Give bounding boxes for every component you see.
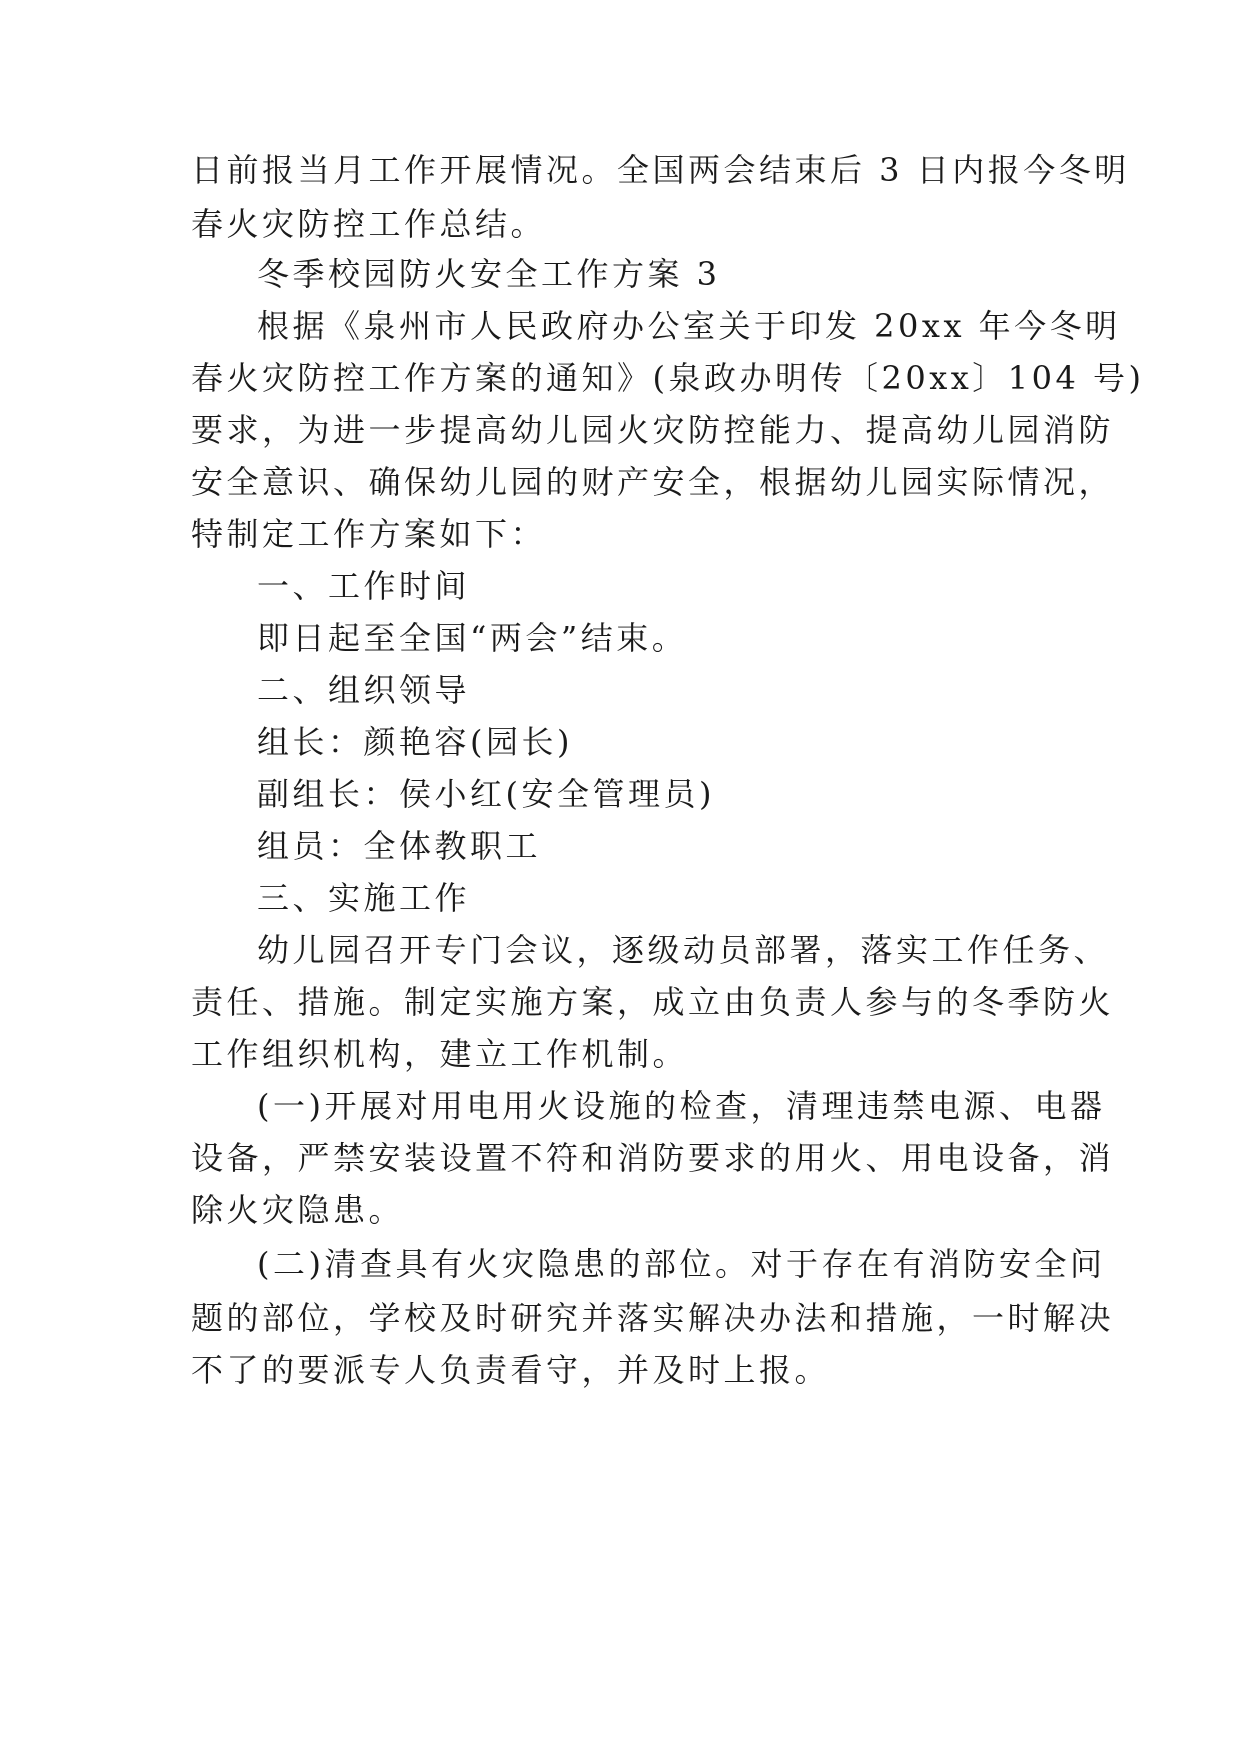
heading-organization: 二、组织领导 xyxy=(257,671,471,709)
text-line: 除火灾隐患。 xyxy=(191,1191,405,1229)
text-line: 工作组织机构，建立工作机制。 xyxy=(191,1035,689,1073)
text-line: 春火灾防控工作总结。 xyxy=(191,205,547,243)
text-line: (一)开展对用电用火设施的检查，清理违禁电源、电器 xyxy=(257,1087,1106,1125)
text-line: 即日起至全国“两会”结束。 xyxy=(257,619,688,657)
text-line: 幼儿园召开专门会议，逐级动员部署，落实工作任务、 xyxy=(257,931,1110,969)
text-line: 日前报当月工作开展情况。全国两会结束后 3 日内报今冬明 xyxy=(191,151,1130,189)
text-line: 安全意识、确保幼儿园的财产安全，根据幼儿园实际情况， xyxy=(191,463,1115,501)
heading-work-time: 一、工作时间 xyxy=(257,567,471,605)
text-line: 题的部位，学校及时研究并落实解决办法和措施，一时解决 xyxy=(191,1299,1115,1337)
text-line: 根据《泉州市人民政府办公室关于印发 20xx 年今冬明 xyxy=(257,307,1121,345)
text-line: 组长：颜艳容(园长) xyxy=(257,723,573,761)
text-line: 要求，为进一步提高幼儿园火灾防控能力、提高幼儿园消防 xyxy=(191,411,1115,449)
text-line: (二)清查具有火灾隐患的部位。对于存在有消防安全问 xyxy=(257,1245,1106,1283)
text-line: 责任、措施。制定实施方案，成立由负责人参与的冬季防火 xyxy=(191,983,1115,1021)
section-title: 冬季校园防火安全工作方案 3 xyxy=(257,255,721,293)
text-line: 设备，严禁安装设置不符和消防要求的用火、用电设备，消 xyxy=(191,1139,1115,1177)
text-line: 组员：全体教职工 xyxy=(257,827,542,865)
heading-implementation: 三、实施工作 xyxy=(257,879,471,917)
text-line: 副组长：侯小红(安全管理员) xyxy=(257,775,715,813)
text-line: 特制定工作方案如下： xyxy=(191,515,547,553)
text-line: 春火灾防控工作方案的通知》(泉政办明传〔20xx〕104 号) xyxy=(191,359,1145,397)
text-line: 不了的要派专人负责看守，并及时上报。 xyxy=(191,1351,831,1389)
